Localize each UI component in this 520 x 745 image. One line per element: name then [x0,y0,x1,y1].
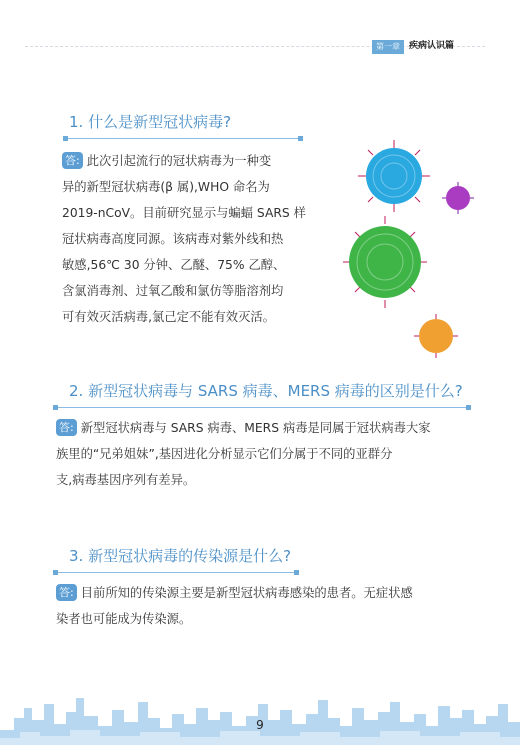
page-header [0,0,520,60]
virus-orange [414,314,458,358]
answer-line: 含氯消毒剂、过氧乙酸和氯仿等脂溶剂均 [62,284,284,298]
answer-label: 答: [56,419,77,436]
answer-label: 答: [62,152,83,169]
answer-line: 染者也可能成为传染源。 [56,612,192,626]
coronavirus-illustration [340,140,480,365]
virus-purple [442,182,474,214]
section-title: 疾病认识篇 [409,41,455,51]
question-title: 2. 新型冠状病毒与 SARS 病毒、MERS 病毒的区别是什么? [69,382,463,400]
answer-line: 可有效灭活病毒,氯己定不能有效灭活。 [62,310,275,324]
answer-line: 支,病毒基因序列有差异。 [56,473,196,487]
chapter-badge: 第一章 [372,40,404,54]
question-1-heading [69,112,231,132]
virus-blue [358,140,430,212]
answer-label: 答: [56,584,77,601]
answer-line: 敏感,56℃ 30 分钟、乙醚、75% 乙醇、 [62,258,286,272]
answer-line [56,580,486,606]
page-number: 9 [256,718,264,732]
answer-text: 新型冠状病毒与 SARS 病毒、MERS 病毒是同属于冠状病毒大家 [80,421,431,435]
answer-line: 冠状病毒高度同源。该病毒对紫外线和热 [62,232,284,246]
answer-text: 此次引起流行的冠状病毒为一种变 [86,154,272,168]
title-underline [55,572,297,573]
question-3-heading [69,546,291,566]
question-title: 1. 什么是新型冠状病毒? [69,113,232,131]
title-underline [55,407,469,408]
question-title: 3. 新型冠状病毒的传染源是什么? [69,547,292,565]
answer-1 [62,148,347,330]
answer-line: 异的新型冠状病毒(β 属),WHO 命名为 [62,180,270,194]
answer-line [56,415,486,441]
answer-text: 目前所知的传染源主要是新型冠状病毒感染的患者。无症状感 [80,586,413,600]
answer-line [62,148,347,174]
answer-2 [56,415,486,493]
title-underline [65,138,301,139]
answer-3 [56,580,486,632]
answer-line: 2019-nCoV。目前研究显示与蝙蝠 SARS 样 [62,206,306,220]
answer-line: 族里的“兄弟姐妹”,基因进化分析显示它们分属于不同的亚群分 [56,447,393,461]
question-2-heading [69,381,463,401]
virus-green [343,216,427,308]
